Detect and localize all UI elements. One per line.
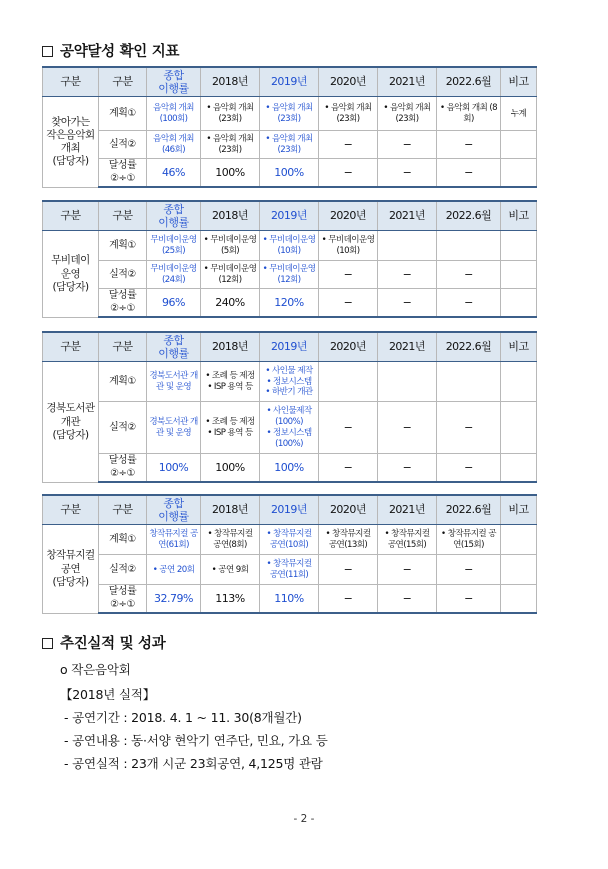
plan-2021: • 창작뮤지컬 공연(15회) [378,525,437,555]
header-2021: 2021년 [378,201,437,231]
rate-2018: 113% [201,585,260,614]
header-2022: 2022.6월 [437,495,501,525]
section-heading-results [42,632,165,653]
rate-overall: 96% [147,289,201,318]
plan-note [501,231,537,261]
plan-2018: • 창작뮤지컬 공연(8회) [201,525,260,555]
actual-2020: − [319,402,378,454]
plan-2019: • 창작뮤지컬 공연(10회) [260,525,319,555]
header-2020: 2020년 [319,495,378,525]
section-heading-kpi [42,40,179,61]
rate-2022: − [437,454,501,483]
checkbox-square-icon [42,46,53,57]
table-row-plan [43,97,537,131]
category-cell: 경북도서관 개관 (담당자) [43,362,99,483]
plan-overall: 창작뮤지컬 공연(61회) [147,525,201,555]
plan-2020: • 무비데이운영 (10회) [319,231,378,261]
plan-overall: 음악회 개최 (100회) [147,97,201,131]
actual-2021: − [378,261,437,289]
plan-note [501,362,537,402]
header-2022: 2022.6월 [437,332,501,362]
header-note: 비고 [501,332,537,362]
result-line: - 공연실적 : 23개 시군 23회공연, 4,125명 관람 [64,756,323,771]
header-2018: 2018년 [201,495,260,525]
header-2021: 2021년 [378,332,437,362]
header-overall: 종합 이행률 [147,201,201,231]
rate-overall: 32.79% [147,585,201,614]
rate-2019: 100% [260,454,319,483]
category-cell: 무비데이 운영 (담당자) [43,231,99,318]
rate-overall: 100% [147,454,201,483]
actual-2021: − [378,131,437,159]
actual-2018: • 공연 9회 [201,555,260,585]
header-2021: 2021년 [378,67,437,97]
rate-2021: − [378,454,437,483]
actual-2020: − [319,261,378,289]
rate-2021: − [378,159,437,188]
table-row-rate [43,289,537,318]
header-2020: 2020년 [319,201,378,231]
rate-note [501,454,537,483]
plan-2020: • 창작뮤지컬 공연(13회) [319,525,378,555]
table-header-row [43,332,537,362]
header-2019: 2019년 [260,67,319,97]
header-2018: 2018년 [201,67,260,97]
label-plan: 계획① [99,231,147,261]
section-title: 공약달성 확인 지표 [60,44,180,60]
plan-2021 [378,231,437,261]
plan-2022: • 음악회 개최 (8회) [437,97,501,131]
header-note: 비고 [501,495,537,525]
header-2020: 2020년 [319,67,378,97]
label-rate: 달성률 ②÷① [99,289,147,318]
header-sub: 구분 [99,332,147,362]
label-actual: 실적② [99,555,147,585]
rate-2022: − [437,289,501,318]
plan-2022: • 창작뮤지컬 공연(15회) [437,525,501,555]
actual-2022: − [437,402,501,454]
header-category: 구분 [43,332,99,362]
kpi-table-movieday [42,200,537,318]
header-note: 비고 [501,201,537,231]
actual-2019: • 무비데이운영 (12회) [260,261,319,289]
plan-2018: • 조례 등 제정 • ISP 용역 등 [201,362,260,402]
header-overall: 종합 이행률 [147,495,201,525]
kpi-table-musical [42,494,537,614]
actual-overall: 경북도서관 개관 및 운영 [147,402,201,454]
actual-2022: − [437,131,501,159]
actual-2018: • 조례 등 제정 • ISP 용역 등 [201,402,260,454]
table-row-rate [43,585,537,614]
kpi-table-concert [42,66,537,188]
label-plan: 계획① [99,525,147,555]
actual-overall: • 공연 20회 [147,555,201,585]
table-row-plan [43,231,537,261]
rate-2018: 240% [201,289,260,318]
header-overall: 종합 이행률 [147,67,201,97]
rate-2020: − [319,454,378,483]
rate-2019: 120% [260,289,319,318]
header-note: 비고 [501,67,537,97]
actual-2022: − [437,555,501,585]
plan-2019: • 사인물 제작 • 정보시스템 • 하반기 개관 [260,362,319,402]
actual-2019: • 창작뮤지컬 공연(11회) [260,555,319,585]
label-actual: 실적② [99,261,147,289]
actual-2021: − [378,402,437,454]
rate-2018: 100% [201,454,260,483]
actual-2022: − [437,261,501,289]
actual-note [501,131,537,159]
header-overall: 종합 이행률 [147,332,201,362]
page-number: - 2 - [293,813,315,825]
actual-overall: 무비데이운영 (24회) [147,261,201,289]
plan-2018: • 음악회 개최 (23회) [201,97,260,131]
actual-2019: • 음악회 개최 (23회) [260,131,319,159]
header-2022: 2022.6월 [437,67,501,97]
plan-note [501,525,537,555]
plan-2022 [437,362,501,402]
rate-2019: 100% [260,159,319,188]
plan-note: 누계 [501,97,537,131]
header-category: 구분 [43,495,99,525]
table-row-rate [43,159,537,188]
header-2019: 2019년 [260,332,319,362]
header-2018: 2018년 [201,201,260,231]
result-line: - 공연기간 : 2018. 4. 1 ~ 11. 30(8개월간) [64,710,302,725]
label-rate: 달성률 ②÷① [99,454,147,483]
rate-2019: 110% [260,585,319,614]
rate-2021: − [378,585,437,614]
actual-2018: • 무비데이운영 (12회) [201,261,260,289]
table-row-actual [43,402,537,454]
plan-2021: • 음악회 개최 (23회) [378,97,437,131]
plan-2019: • 무비데이운영 (10회) [260,231,319,261]
rate-note [501,159,537,188]
rate-note [501,289,537,318]
table-row-plan [43,362,537,402]
rate-2020: − [319,585,378,614]
table-header-row [43,67,537,97]
actual-2021: − [378,555,437,585]
actual-2018: • 음악회 개최 (23회) [201,131,260,159]
actual-note [501,261,537,289]
actual-note [501,402,537,454]
table-row-rate [43,454,537,483]
rate-2022: − [437,585,501,614]
actual-2020: − [319,131,378,159]
plan-2020 [319,362,378,402]
subsection-title: o 작은음악회 [60,662,131,677]
category-cell: 찾아가는 작은음악회 개최 (담당자) [43,97,99,188]
header-category: 구분 [43,201,99,231]
rate-2021: − [378,289,437,318]
label-actual: 실적② [99,402,147,454]
label-rate: 달성률 ②÷① [99,585,147,614]
table-row-actual [43,131,537,159]
rate-2022: − [437,159,501,188]
plan-2020: • 음악회 개최 (23회) [319,97,378,131]
header-2018: 2018년 [201,332,260,362]
table-row-actual [43,261,537,289]
rate-2020: − [319,159,378,188]
header-sub: 구분 [99,201,147,231]
header-2019: 2019년 [260,495,319,525]
plan-2021 [378,362,437,402]
rate-note [501,585,537,614]
header-category: 구분 [43,67,99,97]
header-2020: 2020년 [319,332,378,362]
label-plan: 계획① [99,97,147,131]
actual-overall: 음악회 개최 (46회) [147,131,201,159]
result-line: - 공연내용 : 동·서양 현악기 연주단, 민요, 가요 등 [64,733,328,748]
actual-note [501,555,537,585]
table-header-row [43,201,537,231]
header-sub: 구분 [99,495,147,525]
plan-overall: 무비데이운영 (25회) [147,231,201,261]
kpi-table-library [42,331,537,483]
plan-2018: • 무비데이운영 (5회) [201,231,260,261]
checkbox-square-icon [42,638,53,649]
label-rate: 달성률 ②÷① [99,159,147,188]
table-row-actual [43,555,537,585]
label-actual: 실적② [99,131,147,159]
header-2021: 2021년 [378,495,437,525]
header-sub: 구분 [99,67,147,97]
table-header-row [43,495,537,525]
section-title: 추진실적 및 성과 [60,636,166,652]
table-row-plan [43,525,537,555]
category-cell: 창작뮤지컬 공연 (담당자) [43,525,99,614]
rate-overall: 46% [147,159,201,188]
label-plan: 계획① [99,362,147,402]
actual-2020: − [319,555,378,585]
plan-2022 [437,231,501,261]
year-label: 【2018년 실적】 [60,687,156,702]
rate-2020: − [319,289,378,318]
plan-overall: 경북도서관 개관 및 운영 [147,362,201,402]
plan-2019: • 음악회 개최 (23회) [260,97,319,131]
actual-2019: • 사인물제작 (100%) • 정보시스템 (100%) [260,402,319,454]
rate-2018: 100% [201,159,260,188]
header-2022: 2022.6월 [437,201,501,231]
header-2019: 2019년 [260,201,319,231]
